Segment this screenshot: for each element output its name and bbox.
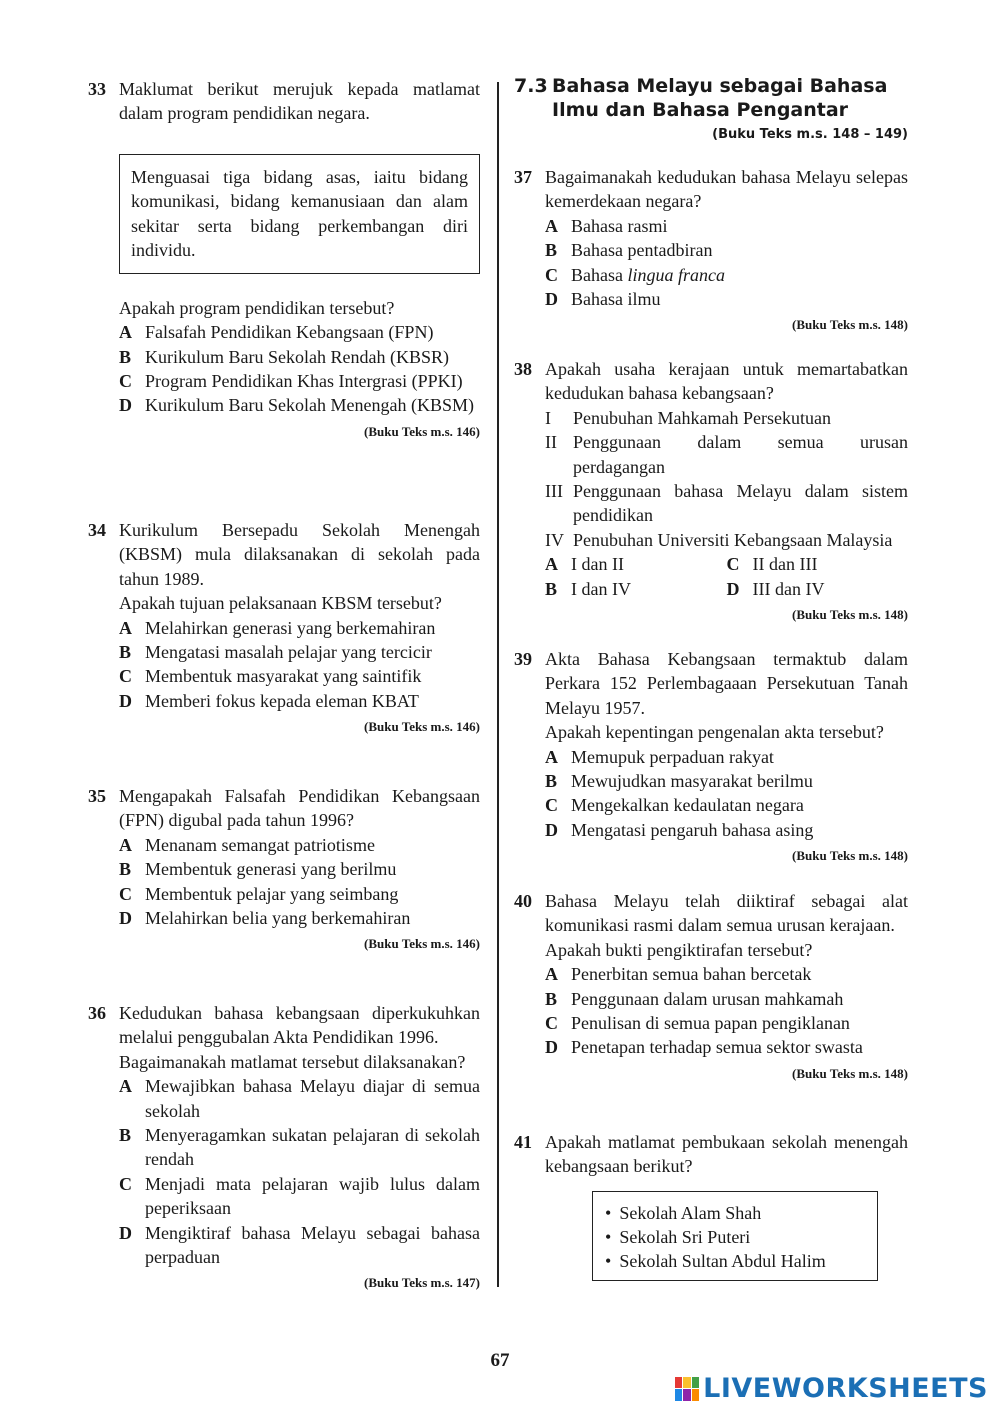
section-title-line-2: Ilmu dan Bahasa Pengantar bbox=[552, 99, 849, 121]
question-text: Kurikulum Bersepadu Sekolah Menengah (KBSM) mula dilaksanakan di sekolah pada tahun 1989. bbox=[119, 520, 480, 589]
option-c[interactable]: C II dan III bbox=[726, 554, 818, 575]
option-c[interactable]: C Bahasa lingua franca bbox=[545, 264, 725, 285]
question-text: Mengapakah Falsafah Pendidikan Kebangsaan (FPN) digubal pada tahun 1996? bbox=[119, 786, 480, 831]
option-c[interactable]: C Membentuk masyarakat yang saintifik bbox=[119, 666, 422, 687]
option-b[interactable]: B Bahasa pentadbiran bbox=[545, 240, 713, 261]
option-c[interactable]: C Membentuk pelajar yang seimbang bbox=[119, 883, 399, 904]
option-c[interactable]: C Program Pendidikan Khas Intergrasi (PPKI) bbox=[119, 371, 463, 392]
option-a[interactable]: A Bahasa rasmi bbox=[545, 215, 668, 236]
option-b[interactable]: B Mewujudkan masyarakat berilmu bbox=[545, 771, 813, 792]
question-number: 34 bbox=[88, 520, 106, 540]
option-b[interactable]: B Mengatasi masalah pelajar yang tercicir bbox=[119, 642, 432, 663]
question-stem: Apakah kepentingan pengenalan akta tersebut? bbox=[545, 722, 884, 743]
option-b[interactable]: B Kurikulum Baru Sekolah Rendah (KBSR) bbox=[119, 346, 449, 367]
option-d[interactable]: D Kurikulum Baru Sekolah Menengah (KBSM) bbox=[119, 395, 474, 416]
liveworksheets-brand bbox=[675, 1373, 988, 1404]
textbook-reference: (Buku Teks m.s. 147) bbox=[364, 1275, 480, 1291]
textbook-reference: (Buku Teks m.s. 148) bbox=[792, 1065, 908, 1081]
options-list bbox=[119, 1074, 480, 1269]
section-reference: (Buku Teks m.s. 148 – 149) bbox=[712, 127, 908, 142]
question-38 bbox=[514, 357, 908, 627]
question-34 bbox=[88, 518, 480, 740]
options-list bbox=[119, 833, 480, 931]
option-a[interactable]: A Mewajibkan bahasa Melayu diajar di semua sekolah bbox=[119, 1076, 480, 1121]
question-number: 35 bbox=[88, 786, 106, 806]
question-number: 33 bbox=[88, 79, 106, 99]
liveworksheets-logo-icon bbox=[675, 1377, 699, 1401]
question-number: 39 bbox=[514, 649, 532, 669]
question-41 bbox=[514, 1130, 908, 1179]
option-c[interactable]: C Menjadi mata pelajaran wajib lulus dalam peperiksaan bbox=[119, 1173, 480, 1219]
brand-name: LIVEWORKSHEETS bbox=[703, 1373, 988, 1404]
question-39 bbox=[514, 647, 908, 869]
question-text: Apakah matlamat pembukaan sekolah menengah kebangsaan berikut? bbox=[545, 1132, 908, 1177]
option-d[interactable]: D III dan IV bbox=[726, 578, 825, 599]
question-text: Bagaimanakah kedudukan bahasa Melayu selepas kemerdekaan negara? bbox=[545, 167, 908, 212]
options-list bbox=[545, 962, 908, 1060]
question-text: Apakah usaha kerajaan untuk memartabatkan kedudukan bahasa kebangsaan? bbox=[545, 359, 908, 404]
question-stem: Apakah tujuan pelaksanaan KBSM tersebut? bbox=[119, 593, 442, 614]
option-a[interactable]: A I dan II bbox=[545, 554, 624, 575]
question-stem: Apakah bukti pengiktirafan tersebut? bbox=[545, 939, 813, 960]
question-stem: Apakah program pendidikan tersebut? bbox=[119, 297, 395, 318]
info-box: Menguasai tiga bidang asas, iaitu bidang komunikasi, bidang kemanusiaan dan alam sekitar serta bidang perkembangan diri individu. bbox=[119, 154, 480, 274]
section-title-line-1: Bahasa Melayu sebagai Bahasa bbox=[552, 75, 888, 97]
question-text: Kedudukan bahasa kebangsaan diperkukuhkan melalui penggubalan Akta Pendidikan 1996. bbox=[119, 1003, 480, 1048]
textbook-reference: (Buku Teks m.s. 146) bbox=[364, 423, 480, 439]
column-divider bbox=[497, 82, 499, 1287]
statements-list bbox=[545, 406, 908, 552]
question-number: 41 bbox=[514, 1132, 532, 1152]
section-title bbox=[514, 74, 887, 122]
question-35 bbox=[88, 784, 480, 957]
question-37 bbox=[514, 165, 908, 338]
page-number: 67 bbox=[490, 1350, 510, 1371]
option-d[interactable]: D Mengatasi pengaruh bahasa asing bbox=[545, 819, 814, 840]
option-b[interactable]: B I dan IV bbox=[545, 578, 631, 599]
options-list bbox=[545, 214, 908, 312]
statement-iii: III Penggunaan bahasa Melayu dalam sistem pendidikan bbox=[545, 481, 908, 526]
school-list-box bbox=[592, 1191, 878, 1281]
question-number: 36 bbox=[88, 1003, 106, 1023]
question-number: 37 bbox=[514, 167, 532, 187]
textbook-reference: (Buku Teks m.s. 146) bbox=[364, 719, 480, 735]
question-text: Bahasa Melayu telah diiktiraf sebagai alat komunikasi rasmi dalam semua urusan kerajaan. bbox=[545, 891, 908, 936]
question-number: 38 bbox=[514, 359, 532, 379]
options-list bbox=[119, 616, 480, 714]
list-item: • Sekolah Alam Shah bbox=[605, 1201, 867, 1225]
option-c[interactable]: C Mengekalkan kedaulatan negara bbox=[545, 795, 804, 816]
option-a[interactable]: A Menanam semangat patriotisme bbox=[119, 834, 375, 855]
option-d[interactable]: D Penetapan terhadap semua sektor swasta bbox=[545, 1037, 863, 1058]
option-b[interactable]: B Membentuk generasi yang berilmu bbox=[119, 859, 397, 880]
option-a[interactable]: A Falsafah Pendidikan Kebangsaan (FPN) bbox=[119, 322, 434, 343]
option-b[interactable]: B Menyeragamkan sukatan pelajaran di sekolah rendah bbox=[119, 1125, 480, 1170]
option-b[interactable]: B Penggunaan dalam urusan mahkamah bbox=[545, 988, 844, 1009]
textbook-reference: (Buku Teks m.s. 146) bbox=[364, 936, 480, 952]
textbook-reference: (Buku Teks m.s. 148) bbox=[792, 317, 908, 333]
list-item: • Sekolah Sultan Abdul Halim bbox=[605, 1249, 867, 1273]
question-40 bbox=[514, 889, 908, 1086]
question-text: Akta Bahasa Kebangsaan termaktub dalam Perkara 152 Perlembagaaan Persekutuan Tanah Melayu 1957. bbox=[545, 649, 908, 718]
list-item: • Sekolah Sri Puteri bbox=[605, 1225, 867, 1249]
option-d[interactable]: D Mengiktiraf bahasa Melayu sebagai bahasa perpaduan bbox=[119, 1222, 480, 1268]
question-stem: Bagaimanakah matlamat tersebut dilaksanakan? bbox=[119, 1051, 466, 1072]
option-a[interactable]: A Penerbitan semua bahan bercetak bbox=[545, 964, 812, 985]
option-d[interactable]: D Bahasa ilmu bbox=[545, 289, 661, 310]
option-d[interactable]: D Memberi fokus kepada eleman KBAT bbox=[119, 690, 419, 711]
option-a[interactable]: A Melahirkan generasi yang berkemahiran bbox=[119, 617, 436, 638]
option-a[interactable]: A Memupuk perpaduan rakyat bbox=[545, 746, 774, 767]
question-text: Maklumat berikut merujuk kepada matlamat dalam program pendidikan negara. bbox=[119, 79, 480, 124]
statement-i: I Penubuhan Mahkamah Persekutuan bbox=[545, 407, 831, 428]
section-number: 7.3 bbox=[514, 75, 548, 97]
textbook-reference: (Buku Teks m.s. 148) bbox=[792, 848, 908, 864]
statement-iv: IV Penubuhan Universiti Kebangsaan Malaysia bbox=[545, 529, 893, 550]
question-number: 40 bbox=[514, 891, 532, 911]
textbook-reference: (Buku Teks m.s. 148) bbox=[792, 607, 908, 623]
options-list bbox=[545, 745, 908, 843]
option-c[interactable]: C Penulisan di semua papan pengiklanan bbox=[545, 1013, 850, 1034]
question-36 bbox=[88, 1001, 480, 1296]
options-list bbox=[545, 552, 908, 601]
options-list bbox=[119, 320, 480, 418]
option-d[interactable]: D Melahirkan belia yang berkemahiran bbox=[119, 908, 411, 929]
statement-ii: II Penggunaan dalam semua urusan perdagangan bbox=[545, 432, 908, 477]
question-33 bbox=[88, 77, 480, 444]
